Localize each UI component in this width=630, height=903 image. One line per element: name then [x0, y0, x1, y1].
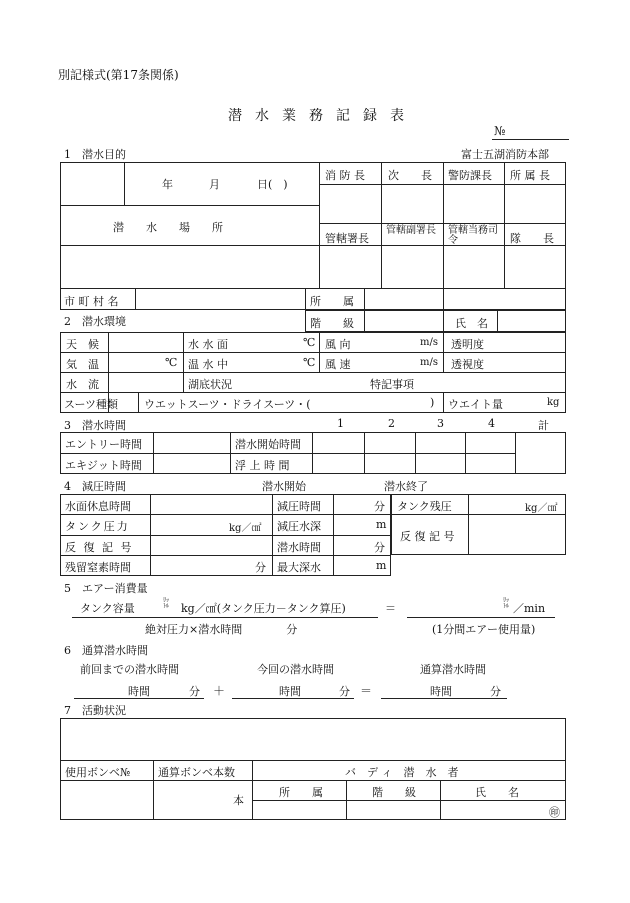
dive-start-time-label: 潜水開始時間 [235, 438, 301, 451]
air-temp-label: 気 温 [66, 358, 99, 371]
lakebed-label: 湖底状況 [188, 378, 232, 391]
section7-label: 7 活動状況 [64, 704, 126, 717]
municipality-label: 市 町 村 名 [64, 295, 119, 308]
weight-label: ウエイト量 [448, 398, 503, 411]
date-day: 日( ) [257, 178, 288, 191]
affiliation-label: 所 属 [310, 295, 354, 308]
exit-time-label: エキジット時間 [65, 459, 142, 472]
prev-minutes: 分 [189, 685, 200, 698]
approval-fire-chief: 消 防 長 [325, 169, 365, 182]
approval-station-chief: 管轄署長 [325, 232, 369, 245]
col-1: 1 [337, 417, 344, 430]
weather-label: 天 候 [66, 338, 99, 351]
date-year: 年 [162, 178, 173, 191]
ms-unit-2: m/s [420, 357, 438, 368]
surface-rest-label: 水面休息時間 [65, 500, 131, 513]
celsius-3: ℃ [303, 356, 316, 369]
formula-equals: ＝ [385, 602, 396, 615]
buddy-rank-label: 階 級 [372, 786, 416, 799]
buddy-diver-label: バ デ ィ 潜 水 者 [345, 766, 459, 779]
prev-hours: 時間 [128, 685, 150, 698]
decomp-time-label: 減圧時間 [277, 500, 321, 513]
clarity-label: 透明度 [451, 338, 484, 351]
approval-deputy: 次 長 [388, 169, 432, 182]
cylinder-number-label: 使用ボンベ№ [65, 766, 131, 779]
water-surface-label: 水 水 面 [188, 338, 228, 351]
suit-type-label: スーツ種類 [64, 398, 119, 411]
total-minutes: 分 [490, 685, 501, 698]
previous-dive-time-label: 前回までの潜水時間 [80, 663, 179, 676]
section5-label: 5 エアー消費量 [64, 582, 148, 595]
buddy-name-label: 氏 名 [475, 786, 519, 799]
approval-duty-commander: 管轄当務司令 [448, 225, 498, 246]
suit-options: ウエットスーツ・ドライスーツ・( [144, 398, 311, 411]
repeat-symbol-label: 反 復 記 号 [65, 541, 134, 554]
kgcm2-unit-1: kg／㎠ [525, 503, 558, 514]
air-usage-per-minute: (1分間エアー使用量) [432, 623, 536, 636]
tank-pressure-label: タンク圧力 [65, 520, 130, 533]
total-dive-time-label: 通算潜水時間 [420, 663, 486, 676]
current-minutes: 分 [339, 685, 350, 698]
dive-start-heading: 潜水開始 [262, 480, 306, 493]
minute-unit-1: 分 [374, 500, 385, 513]
page-title: 潜水業務記録表 [228, 108, 417, 124]
tank-capacity-label: タンク容量 [80, 602, 135, 615]
water-mid-label: 温 水 中 [188, 358, 228, 371]
section4-label: 4 減圧時間 [64, 480, 126, 493]
section2-label: 2 潜水環境 [64, 315, 126, 328]
repeat-symbol-right-label: 反 復 記 号 [400, 530, 455, 543]
meter-unit-2: m [376, 559, 387, 572]
cylinder-count-label: 通算ボンベ本数 [158, 766, 235, 779]
approval-unit-head: 所 属 長 [510, 169, 550, 182]
dive-duration-label: 潜水時間 [277, 541, 321, 554]
org-name: 富士五湖消防本部 [461, 148, 549, 161]
approval-captain: 隊 長 [510, 232, 554, 245]
approval-deputy-station-chief: 管轄副署長 [386, 225, 436, 236]
tank-remaining-label: タンク残圧 [397, 500, 452, 513]
activity-grid [60, 718, 566, 820]
equals-sign: ＝ [360, 684, 373, 698]
approval-defense-chief: 警防課長 [448, 169, 492, 182]
buddy-affiliation-label: 所 属 [279, 786, 323, 799]
celsius-1: ℃ [303, 336, 316, 349]
name-label: 氏 名 [455, 317, 488, 330]
ms-unit-1: m/s [420, 337, 438, 348]
number-underline [492, 139, 569, 140]
total-hours: 時間 [430, 685, 452, 698]
formula-denominator: 絶対圧力×潜水時間 分 [145, 623, 298, 636]
rank-label: 階 級 [310, 317, 354, 330]
wind-direction-label: 風 向 [325, 338, 351, 351]
result-line [407, 617, 555, 618]
fraction-bar [72, 617, 378, 618]
entry-time-label: エントリー時間 [65, 438, 142, 451]
section1-label: 1 潜水目的 [64, 148, 126, 161]
date-month: 月 [209, 178, 220, 191]
formula-numerator: kg／㎠(タンク圧力－タンク算圧) [181, 602, 346, 615]
kg-unit: kg [547, 397, 560, 408]
wind-speed-label: 風 速 [325, 358, 351, 371]
unit-hon: 本 [233, 794, 244, 807]
minute-unit-3: 分 [255, 561, 266, 574]
kgcm2-unit-2: kg／㎠ [229, 523, 262, 534]
liter-unit-2: ﾘｯﾄﾙ [503, 597, 510, 610]
residual-nitrogen-label: 残留窒素時間 [65, 561, 131, 574]
liter-unit-1: ﾘｯﾄﾙ [163, 597, 170, 610]
dive-end-heading: 潜水終了 [384, 480, 428, 493]
col-3: 3 [437, 417, 444, 430]
form-reference: 別記様式(第17条関係) [58, 68, 179, 82]
current-dive-time-label: 今回の潜水時間 [257, 663, 334, 676]
col-2: 2 [388, 417, 395, 430]
suit-close-paren: ) [430, 396, 435, 409]
current-label: 水 流 [66, 378, 99, 391]
decomp-depth-label: 減圧水深 [277, 520, 321, 533]
number-label: № [494, 124, 506, 138]
celsius-2: ℃ [165, 356, 178, 369]
plus-sign: ＋ [213, 684, 226, 698]
seal-mark: ㊞ [549, 806, 560, 819]
special-notes-label: 特記事項 [370, 378, 414, 391]
dive-place-label: 潜 水 場 所 [113, 221, 223, 234]
max-depth-label: 最大深水 [277, 561, 321, 574]
section6-label: 6 通算潜水時間 [64, 644, 148, 657]
current-hours: 時間 [279, 685, 301, 698]
per-minute-unit: ／min [513, 602, 546, 615]
col-total: 計 [538, 419, 549, 432]
ascent-time-label: 浮 上 時 間 [235, 459, 290, 472]
minute-unit-2: 分 [374, 541, 385, 554]
col-4: 4 [488, 417, 495, 430]
visibility-label: 透視度 [451, 358, 484, 371]
meter-unit-1: m [376, 518, 387, 531]
section3-label: 3 潜水時間 [64, 419, 126, 432]
